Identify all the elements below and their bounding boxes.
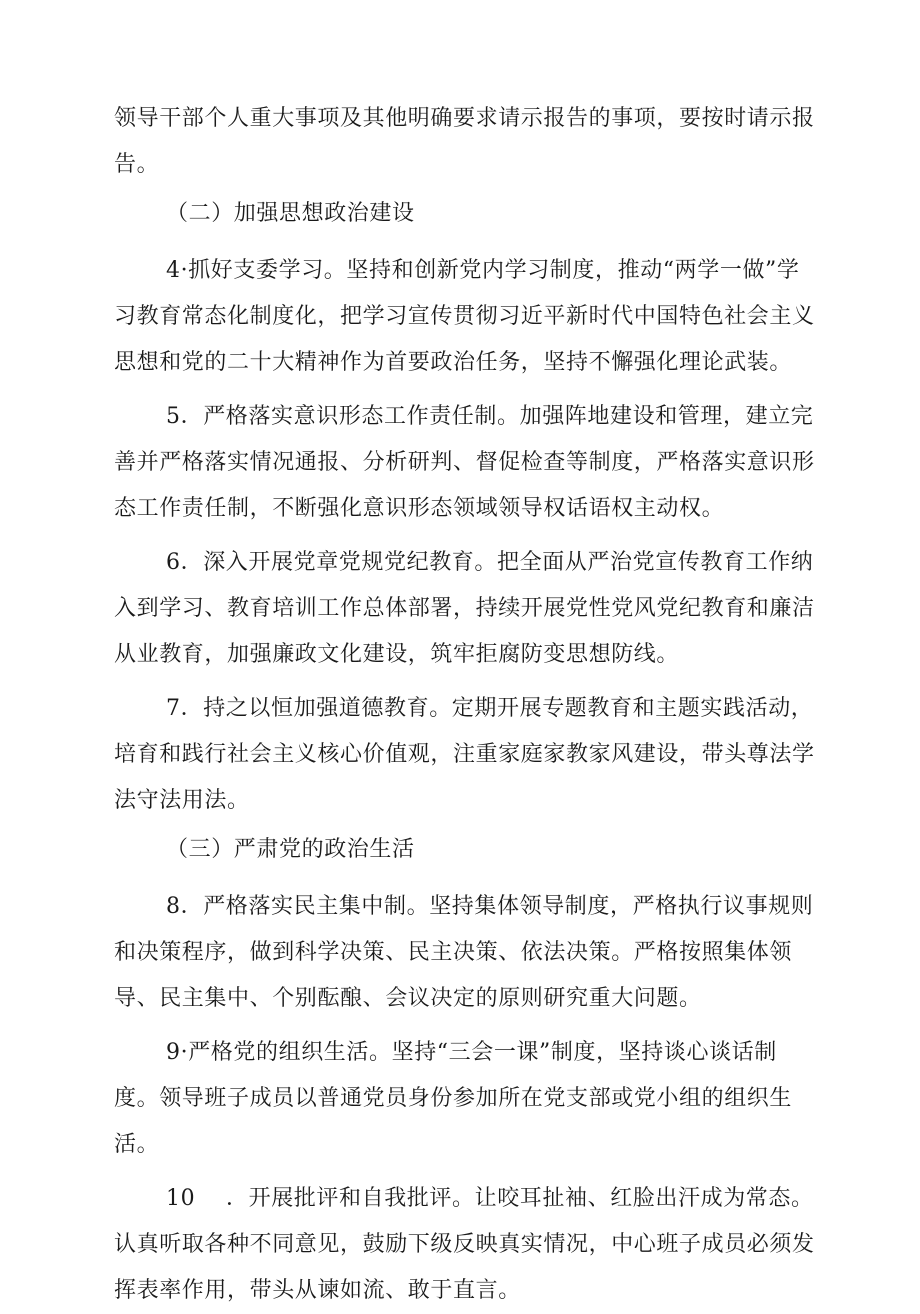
text-line: 和决策程序，做到科学决策、民主决策、依法决策。严格按照集体领 [114,940,793,965]
text-line: 导、民主集中、个别酝酿、会议决定的原则研究重大问题。 [114,986,702,1011]
text-line: 认真听取各种不同意见，鼓励下级反映真实情况，中心班子成员必须发 [114,1232,815,1257]
section-heading-3: （三）严肃党的政治生活 [166,837,415,862]
paragraph-item-8 [114,884,834,1022]
paragraph-item-10 [114,1176,834,1314]
text-line: 挥表率作用，带头从谏如流、敢于直言。 [114,1278,521,1303]
document-body [114,96,834,1314]
section-heading-2: （二）加强思想政治建设 [166,201,415,226]
item-number: 7 [166,696,181,721]
text-line: 入到学习、教育培训工作总体部署，持续开展党性党风党纪教育和廉洁 [114,596,815,621]
text-line: 领导干部个人重大事项及其他明确要求请示报告的事项，要按时请示报 [114,106,815,131]
item-number: 5 [166,404,181,429]
item-number: 8 [166,894,181,919]
item-number: 10 [166,1186,196,1211]
text-line: 9·严格党的组织生活。坚持“三会一课”制度，坚持谈心谈话制 [166,1040,777,1065]
text-line: 从业教育，加强廉政文化建设，筑牢拒腐防变思想防线。 [114,642,680,667]
text-line: 活。 [114,1132,160,1157]
text-line [114,1176,834,1222]
text-line: 4·抓好支委学习。坚持和创新党内学习制度，推动“两学一做”学 [166,258,800,283]
text-run: ．开展批评和自我批评。让咬耳扯袖、红脸出汗成为常态。 [226,1186,814,1211]
paragraph-item-7 [114,686,834,824]
text-run: ．严格落实民主集中制。坚持集体领导制度，严格执行议事规则 [180,894,814,919]
text-line [114,540,834,586]
text-line: 态工作责任制，不断强化意识形态领域领导权话语权主动权。 [114,496,725,521]
text-run: ．深入开展党章党规党纪教育。把全面从严治党宣传教育工作纳 [180,550,814,575]
text-run: ．持之以恒加强道德教育。定期开展专题教育和主题实践活动， [180,696,814,721]
text-line: 培育和践行社会主义核心价值观，注重家庭家教家风建设，带头尊法学 [114,742,815,767]
text-line: 思想和党的二十大精神作为首要政治任务，坚持不懈强化理论武装。 [114,350,793,375]
paragraph-item-4 [114,248,834,386]
text-line [114,394,834,440]
text-line: 善并严格落实情况通报、分析研判、督促检查等制度，严格落实意识形 [114,450,815,475]
paragraph-item-6 [114,540,834,678]
text-line [114,884,834,930]
item-number: 6 [166,550,181,575]
text-line [114,686,834,732]
paragraph-item-9 [114,1030,834,1168]
text-run: ．严格落实意识形态工作责任制。加强阵地建设和管理，建立完 [180,404,814,429]
text-line: 告。 [114,152,160,177]
text-line: 度。领导班子成员以普通党员身份参加所在党支部或党小组的组织生 [114,1086,793,1111]
paragraph-item-5 [114,394,834,532]
text-line: 习教育常态化制度化，把学习宣传贯彻习近平新时代中国特色社会主义 [114,304,815,329]
paragraph-continued [114,96,834,188]
text-line: 法守法用法。 [114,788,250,813]
